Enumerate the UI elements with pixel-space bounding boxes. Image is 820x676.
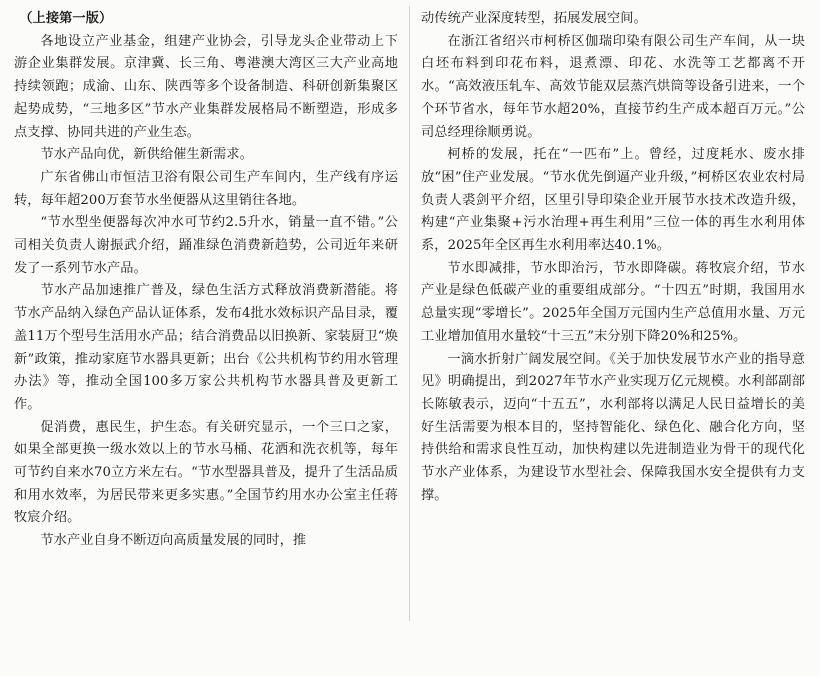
paragraph-keqiao-factory: 在浙江省绍兴市柯桥区伽瑞印染有限公司生产车间，从一块白坯布料到印花布料，退煮漂、印花、水洗等工艺都离不开水。“高效液压轧车、高效节能双层蒸汽烘筒等设备引进来，一个个环节省水，每年节水超20%，直接节约生产成本超百万元。”公司总经理徐顺勇说。 (421, 33, 805, 140)
paragraph-foshan-factory: 广东省佛山市恒洁卫浴有限公司生产车间内，生产线有序运转，每年超200万套节水坐便器从这里销往各地。 (14, 169, 398, 208)
paragraph-product-promotion: 节水产品加速推广普及，绿色生活方式释放消费新潜能。将节水产品纳入绿色产品认证体系，发布4批水效标识产品目录，覆盖11万个型号生活用水产品；结合消费品以旧换新、家装厨卫“焕新”政策，推动家庭节水器具更新；出台《公共机构节约用水管理办法》等，推动全国100多万家公共机构节水器具普及更新工作。 (14, 283, 398, 412)
paragraph-outlook: 一滴水折射广阔发展空间。《关于加快发展节水产业的指导意见》明确提出，到2027年节水产业实现万亿元规模。水利部副部长陈敏表示，迈向“十五五”，水利部将以满足人民日益增长的美好生活需要为根本目的，坚持智能化、绿色化、融合化方向，坚持供给和需求良性互动，加快构建以先进制造业为骨干的现代化节水产业体系，为建设节水型社会、保障我国水安全提供有力支撑。 (421, 351, 805, 503)
column-divider (409, 6, 410, 621)
paragraph-emission-reduction: 节水即减排，节水即治污，节水即降碳。蒋牧宸介绍，节水产业是绿色低碳产业的重要组成部分。“十四五”时期，我国用水总量实现“零增长”。2025年全国万元国内生产总值用水量、万元工业增加值用水量较“十三五”末分别下降20%和25%。 (421, 260, 805, 344)
subheading-products: 节水产品向优，新供给催生新需求。 (40, 147, 253, 163)
paragraph-industry-clusters: 各地设立产业基金，组建产业协会，引导龙头企业带动上下游企业集群发展。京津冀、长三角、粤港澳大湾区三大产业高地持续领跑；成渝、山东、陕西等多个设备制造、科研创新集聚区起势成势，“三地多区”节水产业集群发展格局不断塑造，形成多点支撑、协同共进的产业生态。 (14, 33, 398, 140)
paragraph-continuation: 动传统产业深度转型，拓展发展空间。 (421, 11, 647, 26)
paragraph-toilet-quote: “节水型坐便器每次冲水可节约2.5升水，销量一直不错。”公司相关负责人谢振武介绍，踊准绿色消费新趋势，公司近年来研发了一系列节水产品。 (14, 215, 398, 276)
left-column (14, 8, 398, 553)
paragraph-keqiao-development: 柯桥的发展，托在“一匹布”上。曾经，过度耗水、废水排放“困”住产业发展。“节水优先倒逼产业升级，”柯桥区农业农村局负责人裘剑平介绍，区里引导印染企业开展节水技术改造升级，构建“产业集聚+污水治理+再生利用”三位一体的再生水利用体系，2025年全区再生水利用率达40.1%。 (421, 147, 805, 254)
continued-from-page-one: （上接第一版） (19, 11, 113, 26)
paragraph-high-quality-development: 节水产业自身不断迈向高质量发展的同时，推 (40, 533, 307, 549)
paragraph-consumption: 促消费，惠民生，护生态。有关研究显示，一个三口之家，如果全部更换一级水效以上的节水马桶、花洒和洗衣机等，每年可节约自来水70立方米左右。“节水型器具普及，提升了生活品质和用水效率，为居民带来更多实惠。”全国节约用水办公室主任蒋牧宸介绍。 (14, 419, 398, 526)
right-column (421, 8, 805, 507)
